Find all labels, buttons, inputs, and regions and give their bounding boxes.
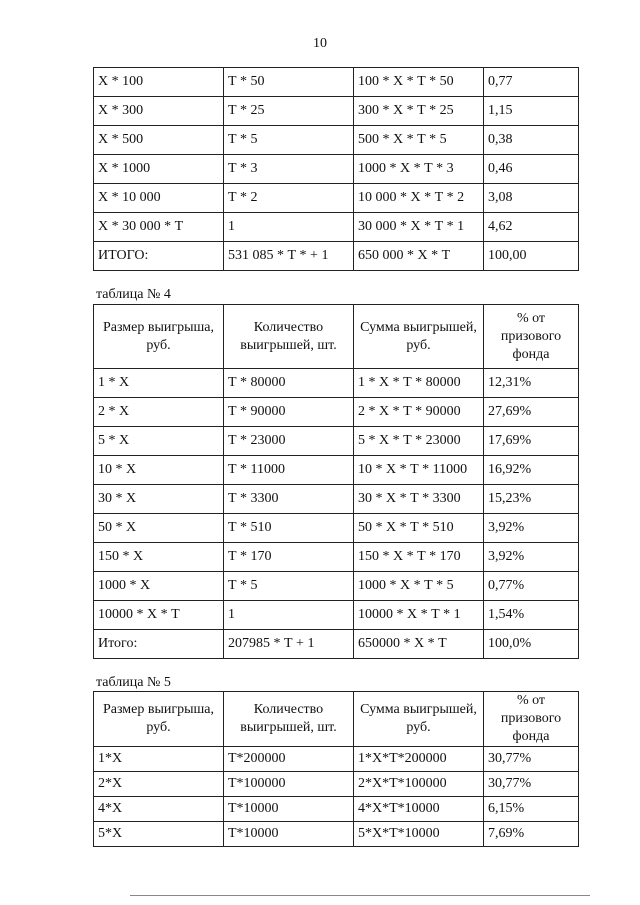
table-row: [94, 747, 579, 772]
table5-header-prize-size: Размер выигрыша, руб.: [94, 692, 224, 747]
table-cell: 2 * Х: [94, 398, 224, 427]
table-cell: 5 * Х * Т * 23000: [354, 427, 484, 456]
table-cell: 5*Х*Т*10000: [354, 822, 484, 847]
table-cell: ИТОГО:: [94, 242, 224, 271]
table-cell: 30 000 * Х * Т * 1: [354, 213, 484, 242]
table-cell: 1000 * Х: [94, 572, 224, 601]
table-cell: 1000 * Х * Т * 3: [354, 155, 484, 184]
table-row: [94, 213, 579, 242]
prize-table-continued: [93, 67, 579, 271]
table5-header-win-sum: Сумма выигрышей, руб.: [354, 692, 484, 747]
table4-header-prize-size: Размер выигрыша, руб.: [94, 305, 224, 369]
table5-caption: таблица № 5: [96, 675, 171, 690]
table-row: [94, 772, 579, 797]
table-cell: 6,15%: [484, 797, 579, 822]
table-row: [94, 456, 579, 485]
table4-header-win-sum: Сумма выигрышей, руб.: [354, 305, 484, 369]
table-cell: Т * 510: [224, 514, 354, 543]
table-cell: 7,69%: [484, 822, 579, 847]
table-cell: Х * 30 000 * Т: [94, 213, 224, 242]
table5-header-row: [94, 692, 579, 747]
table-cell: 1: [224, 213, 354, 242]
table-cell: 0,38: [484, 126, 579, 155]
table-cell: 30 * Х: [94, 485, 224, 514]
table-cell: Х * 500: [94, 126, 224, 155]
table-cell: 500 * Х * Т * 5: [354, 126, 484, 155]
table-row: [94, 398, 579, 427]
table-cell: Т * 90000: [224, 398, 354, 427]
table-cell: 2*Х: [94, 772, 224, 797]
table-cell: Т * 25: [224, 97, 354, 126]
table5-header-fund-percent: % от призового фонда: [484, 692, 579, 747]
table-cell: Т * 23000: [224, 427, 354, 456]
table-cell: 100,00: [484, 242, 579, 271]
table-cell: 0,46: [484, 155, 579, 184]
table-row: [94, 97, 579, 126]
table-row: [94, 514, 579, 543]
table-cell: Т*10000: [224, 797, 354, 822]
table-row: [94, 68, 579, 97]
table-cell: 0,77%: [484, 572, 579, 601]
table-row: [94, 485, 579, 514]
table-cell: 1: [224, 601, 354, 630]
table-cell: Х * 10 000: [94, 184, 224, 213]
table-row: [94, 572, 579, 601]
table-cell: 50 * Х * Т * 510: [354, 514, 484, 543]
table-cell: 30,77%: [484, 747, 579, 772]
table-cell: Т * 170: [224, 543, 354, 572]
table-row: [94, 184, 579, 213]
table-row: [94, 543, 579, 572]
table-cell: 30,77%: [484, 772, 579, 797]
table-cell: Т*100000: [224, 772, 354, 797]
table-cell: 650000 * Х * Т: [354, 630, 484, 659]
table-cell: 10 * Х * Т * 11000: [354, 456, 484, 485]
table-cell: 10000 * Х * Т: [94, 601, 224, 630]
table-cell: Х * 1000: [94, 155, 224, 184]
table-row: [94, 126, 579, 155]
table-cell: 100,0%: [484, 630, 579, 659]
table-cell: 1*Х*Т*200000: [354, 747, 484, 772]
table-cell: 1 * Х * Т * 80000: [354, 369, 484, 398]
table-row: [94, 155, 579, 184]
table-cell: 1,15: [484, 97, 579, 126]
table-cell: Т * 5: [224, 572, 354, 601]
table-cell: 150 * Х * Т * 170: [354, 543, 484, 572]
table-row: [94, 427, 579, 456]
table-cell: Х * 300: [94, 97, 224, 126]
table-cell: 15,23%: [484, 485, 579, 514]
table-row: [94, 601, 579, 630]
table-cell: Т * 11000: [224, 456, 354, 485]
table-cell: Т*200000: [224, 747, 354, 772]
table-cell: 207985 * Т + 1: [224, 630, 354, 659]
table-cell: 16,92%: [484, 456, 579, 485]
table-cell: 17,69%: [484, 427, 579, 456]
table-cell: Итого:: [94, 630, 224, 659]
table-cell: 1 * Х: [94, 369, 224, 398]
table-cell: Х * 100: [94, 68, 224, 97]
table-cell: 300 * Х * Т * 25: [354, 97, 484, 126]
table-cell: 4*Х*Т*10000: [354, 797, 484, 822]
table-cell: 5*Х: [94, 822, 224, 847]
table-cell: 27,69%: [484, 398, 579, 427]
table-cell: Т*10000: [224, 822, 354, 847]
table4-body: [94, 369, 579, 659]
table-cell: Т * 5: [224, 126, 354, 155]
table4-caption: таблица № 4: [96, 287, 171, 302]
table-cell: 531 085 * Т * + 1: [224, 242, 354, 271]
table-cell: 0,77: [484, 68, 579, 97]
page-number: 10: [313, 36, 327, 51]
table-cell: Т * 3300: [224, 485, 354, 514]
prize-table-5: [93, 691, 579, 847]
bottom-divider: [130, 895, 590, 896]
table-row: [94, 822, 579, 847]
table-cell: 4*Х: [94, 797, 224, 822]
table-cell: 3,92%: [484, 514, 579, 543]
table-cell: 3,08: [484, 184, 579, 213]
table-row: [94, 242, 579, 271]
table-cell: 4,62: [484, 213, 579, 242]
table-cell: 12,31%: [484, 369, 579, 398]
table3-body: [94, 68, 579, 271]
table-cell: 1000 * Х * Т * 5: [354, 572, 484, 601]
table-cell: 2*Х*Т*100000: [354, 772, 484, 797]
table-cell: 100 * Х * Т * 50: [354, 68, 484, 97]
prize-table-4: [93, 304, 579, 659]
table4-header-row: [94, 305, 579, 369]
table-cell: Т * 80000: [224, 369, 354, 398]
table-cell: 1,54%: [484, 601, 579, 630]
table-cell: 10000 * Х * Т * 1: [354, 601, 484, 630]
table-row: [94, 797, 579, 822]
table5-body: [94, 747, 579, 847]
table-cell: 5 * Х: [94, 427, 224, 456]
table-cell: 10 000 * Х * Т * 2: [354, 184, 484, 213]
table5-header-win-count: Количество выигрышей, шт.: [224, 692, 354, 747]
table-cell: 650 000 * Х * Т: [354, 242, 484, 271]
table-cell: 1*Х: [94, 747, 224, 772]
table-cell: 150 * Х: [94, 543, 224, 572]
table-cell: Т * 2: [224, 184, 354, 213]
table-cell: 30 * Х * Т * 3300: [354, 485, 484, 514]
table-row: [94, 369, 579, 398]
table-cell: 2 * Х * Т * 90000: [354, 398, 484, 427]
table4-header-win-count: Количество выигрышей, шт.: [224, 305, 354, 369]
table-cell: Т * 3: [224, 155, 354, 184]
table-cell: Т * 50: [224, 68, 354, 97]
table4-header-fund-percent: % от призового фонда: [484, 305, 579, 369]
table-row: [94, 630, 579, 659]
table-cell: 50 * Х: [94, 514, 224, 543]
table-cell: 10 * Х: [94, 456, 224, 485]
table-cell: 3,92%: [484, 543, 579, 572]
